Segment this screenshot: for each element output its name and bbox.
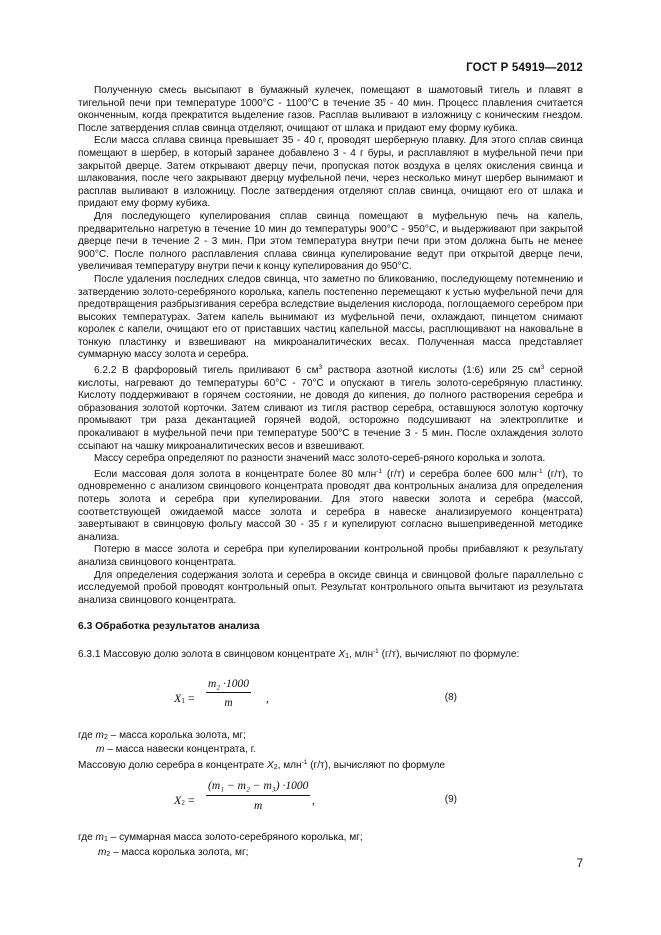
formula-9-lhs: X2 = [174,793,195,808]
where-9-line-2: m2 – масса королька золота, мг; [98,846,249,858]
paragraph-scorifying: Если масса сплава свинца превышает 35 - 40 г, проводят шерберную плавку. Для этого сплав свинца помещают в шербер, в который заранее добавлено 3 - 4 г буры, и расплавляют в муфельной печи при закрытой дверце. Затем открывают дверцу печи, пропуская поток воздуха в целях окисления свинца и шлакования, после чего закрывают дверцу муфельной печи, через несколько минут шербер вынимают и расплав выливают в изложницу. После затвердения отделяют сплав свинца, очищают его от шлака и придают ему форму кубика. [78,135,583,210]
formula-8-lhs: X1 = [174,690,195,705]
paragraph-cupellation: Для последующего купелирования сплав свинца помещают в муфельную печь на капель, предварительно нагретую в течение 10 мин до температуры 900°С - 950°С, и выдерживают при закрытой дверце печи в течение 2 - 3 мин. При этом температура внутри печи при этом должна быть не менее 900°С. После полного расплавления сплава свинца купелирование ведут при открытой дверце печи, увеличивая температуру внутри печи к концу купелирования до 950°С. [78,210,583,273]
paragraph-parting: 6.2.2 В фарфоровый тигель приливают 6 $см^3$ раствора азотной кислоты (1:6) или 25 $см^3$ серной кислоты, нагревают до температуры 60°С - 70°С и опускают в тигель золото-серебряную пластинку. Кислоту поддерживают в горячем состоянии, не доводя до кипения, до полного растворения серебра и образования золотой корточки. Затем сливают из тигля раствор серебра, оставшуюся золотую корточку промывают три раза декантацией горячей водой, осторожно подсушивают на электроплитке и прокаливают в муфельной печи при температуре 500°С в течение 3 - 5 мин. После охлаждения золото ссыпают на чашку микроаналитических весов и взвешивают. [78,364,584,452]
formula-9-denominator: m [254,799,263,812]
where-8-line-2: m – масса навески концентрата, г. [96,744,256,756]
section-heading: 6.3 Обработка результатов анализа [78,621,260,633]
formula-8-fraction [206,678,251,710]
page-number: 7 [576,858,583,870]
clause-631: 6.3.1 Массовую долю золота в свинцовом концентрате X1, млн$^{-1}$ (г/т), вычисляют по формуле: [78,647,520,660]
paragraph-blank-test: Для определения содержания золота и серебра в оксиде свинца и свинцовой фольге параллельно с исследуемой пробой проводят контрольный опыт. Результат контрольного опыта вычитают из результата анализа свинцового концентрата. [78,569,583,606]
standard-code-header: ГОСТ Р 54919—2012 [466,62,583,74]
formula-9-numerator: (m₁ − m₂ − m₃) ·1000 [206,780,310,796]
paragraph-silver-mass: Массу серебра определяют по разности значений масс золото-сереб-ряного королька и золота. [94,453,546,465]
where-9-line-1: где m1 – суммарная масса золото-серебряного королька, мг; [78,832,363,844]
silver-formula-intro: Массовую долю серебра в концентрате X2, млн$^{-1}$ (г/т), вычисляют по формуле [78,758,446,771]
formula-9-number: (9) [444,794,457,806]
paragraph-melting: Полученную смесь высыпают в бумажный кулечек, помещают в шамотовый тигель и плавят в тигельной печи при температуре 1000°С - 1100°С в течение 35 - 40 мин. Процесс плавления считается оконченным, когда прекратится выделение газов. Расплав выливают в изложницу с коническим гнездом. После затвердения сплав свинца отделяют, очищают от шлака и придают ему форму кубика. [78,85,583,134]
formula-9: X2 = $\frac{\text{(m₁ − m₂ − m₃) ·1000}}{m}$ , (9) [174,780,457,812]
where-8-line-1: где m2 – масса королька золота, мг; [78,729,246,741]
formula-8-number: (8) [444,691,457,703]
formula-8-numerator: m₂ ·1000 [206,678,251,694]
document-body [78,85,583,862]
formula-8-denominator: m [224,697,233,710]
paragraph-control-analysis: Если массовая доля золота в концентрате более 80 млн$^{-1}$ (г/т) и серебра более 600 млн$^{-1}$ (г/т), то одновременно с анализом свинцового концентрата проводят два контрольных анализа для определения потерь золота и серебра при купелировании. Для этого навески золота и серебра (массой, соответствующей ожидаемой массе золота и серебра в навеске анализируемого концентрата) завертывают в свинцовую фольгу массой 30 - 35 г и купелируют согласно вышеприведенной методике анализа. [78,467,583,543]
paragraph-loss-correction: Потерю в массе золота и серебра при купелировании контрольной пробы прибавляют к результату анализа свинцового концентрата. [78,544,583,568]
paragraph-bead-cooling: После удаления последних следов свинца, что заметно по бликованию, последующему потемнению и затвердению золото-серебряного королька, капель постепенно перемещают к устью муфельной печи для предотвращения разбрызгивания серебра вследствие выделения кислорода, поглощаемого серебром при высоких температурах. Затем капель вынимают из муфельной печи, охлаждают, пинцетом снимают королек с капели, очищают его от приставших частиц капельной массы, расплющивают на наковальне в тонкую пластинку и взвешивают на микроаналитических весах. Полученная масса представляет суммарную массу золота и серебра. [78,273,583,361]
formula-8: X1 = $\frac{\text{m₂ ·1000}}{m}$ , (8) [174,677,457,710]
formula-9-fraction [206,780,310,812]
